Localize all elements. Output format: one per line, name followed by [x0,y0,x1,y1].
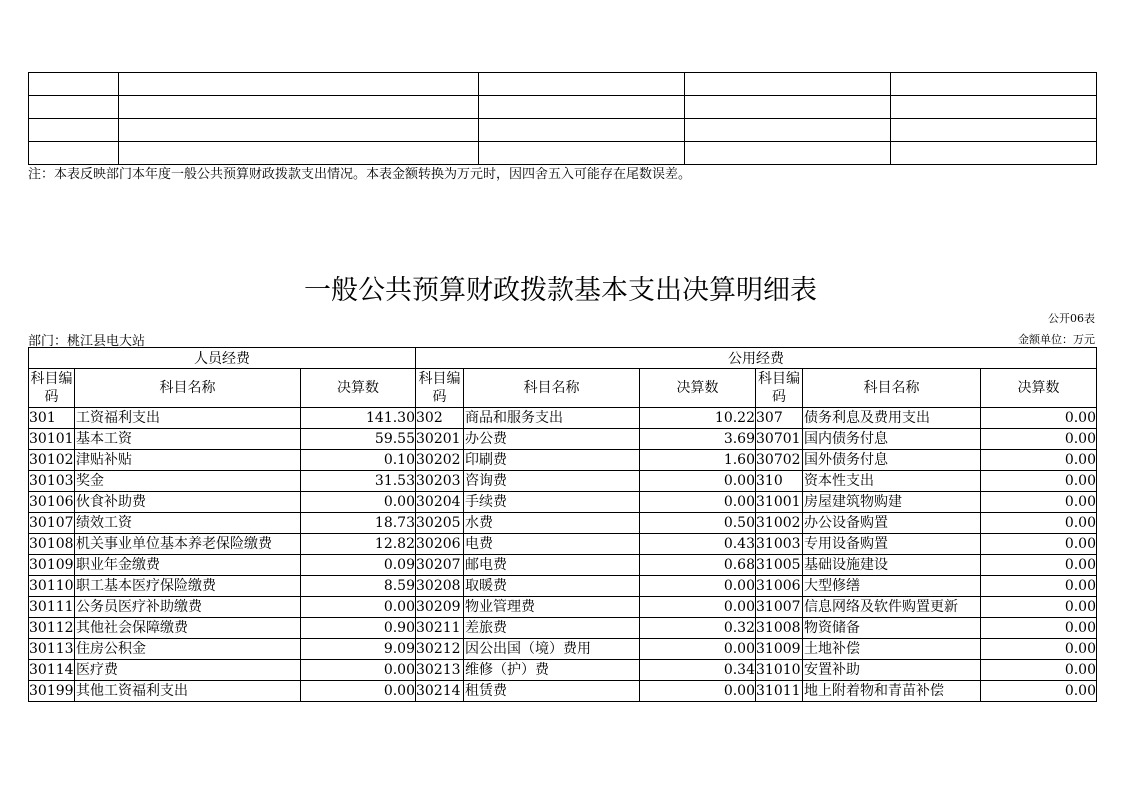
subject-code-cell: 30113 [29,639,75,660]
amount-cell: 0.34 [640,660,756,681]
amount-cell: 0.00 [981,660,1097,681]
subject-name-cell: 房屋建筑物购建 [803,492,981,513]
subject-code-cell: 30203 [416,471,464,492]
subject-name-cell: 基本工资 [75,429,301,450]
subject-code-cell: 30202 [416,450,464,471]
subject-name-cell: 医疗费 [75,660,301,681]
subject-code-cell: 30102 [29,450,75,471]
subject-code-cell: 307 [756,408,803,429]
subject-name-cell: 其他工资福利支出 [75,681,301,702]
amount-cell: 8.59 [301,576,416,597]
amount-cell: 141.30 [301,408,416,429]
subject-code-cell: 31008 [756,618,803,639]
subject-name-cell: 办公费 [464,429,640,450]
amount-cell: 0.00 [640,681,756,702]
amount-cell: 0.00 [981,681,1097,702]
amount-cell: 0.00 [981,597,1097,618]
amount-cell: 0.00 [981,576,1097,597]
subject-code-cell: 31003 [756,534,803,555]
subject-name-cell: 手续费 [464,492,640,513]
amount-cell: 0.00 [981,450,1097,471]
subject-name-cell: 公务员医疗补助缴费 [75,597,301,618]
subject-name-cell: 印刷费 [464,450,640,471]
subject-name-cell: 国内债务付息 [803,429,981,450]
subject-name-cell: 基础设施建设 [803,555,981,576]
subject-name-cell: 商品和服务支出 [464,408,640,429]
amount-cell: 59.55 [301,429,416,450]
subject-code-cell: 30204 [416,492,464,513]
subject-code-cell: 30211 [416,618,464,639]
table-row [29,660,1097,681]
table-row [29,429,1097,450]
subject-code-cell: 31002 [756,513,803,534]
subject-code-cell: 30207 [416,555,464,576]
subject-name-cell: 住房公积金 [75,639,301,660]
subject-name-cell: 咨询费 [464,471,640,492]
table-row [29,597,1097,618]
amount-cell: 0.50 [640,513,756,534]
amount-cell: 0.00 [640,639,756,660]
subject-name-cell: 绩效工资 [75,513,301,534]
table-row [29,681,1097,702]
subject-code-cell: 30108 [29,534,75,555]
subject-name-cell: 津贴补贴 [75,450,301,471]
subject-name-cell: 伙食补助费 [75,492,301,513]
subject-name-cell: 维修（护）费 [464,660,640,681]
amount-cell: 0.00 [981,534,1097,555]
amount-cell: 10.22 [640,408,756,429]
amount-cell: 18.73 [301,513,416,534]
amount-cell: 0.00 [301,660,416,681]
amount-cell: 0.00 [981,429,1097,450]
amount-cell: 0.00 [640,471,756,492]
subject-code-cell: 30701 [756,429,803,450]
amount-cell: 0.09 [301,555,416,576]
subject-name-cell: 其他社会保障缴费 [75,618,301,639]
empty-row [29,142,1097,165]
subject-code-cell: 31007 [756,597,803,618]
amount-cell: 0.00 [981,639,1097,660]
subject-code-cell: 30201 [416,429,464,450]
amount-cell: 9.09 [301,639,416,660]
subject-code-cell: 30103 [29,471,75,492]
subject-code-cell: 301 [29,408,75,429]
column-header-row [29,369,1097,408]
amount-cell: 0.90 [301,618,416,639]
table-row [29,576,1097,597]
code-header: 科目编码 [756,369,803,408]
subject-code-cell: 310 [756,471,803,492]
subject-code-cell: 30106 [29,492,75,513]
empty-row [29,96,1097,119]
group-personnel-header: 人员经费 [29,348,416,369]
subject-code-cell: 30112 [29,618,75,639]
group-header-row [29,348,1097,369]
subject-name-cell: 差旅费 [464,618,640,639]
table-row [29,450,1097,471]
subject-name-cell: 电费 [464,534,640,555]
subject-name-cell: 取暖费 [464,576,640,597]
subject-code-cell: 30110 [29,576,75,597]
amount-cell: 0.00 [301,492,416,513]
subject-name-cell: 因公出国（境）费用 [464,639,640,660]
previous-table-fragment [28,72,1097,165]
subject-name-cell: 安置补助 [803,660,981,681]
subject-code-cell: 30205 [416,513,464,534]
subject-name-cell: 职业年金缴费 [75,555,301,576]
amount-cell: 0.00 [301,597,416,618]
expenditure-detail-table [28,347,1097,702]
amount-cell: 0.43 [640,534,756,555]
subject-name-cell: 机关事业单位基本养老保险缴费 [75,534,301,555]
amount-cell: 0.68 [640,555,756,576]
subject-code-cell: 30114 [29,660,75,681]
subject-code-cell: 30109 [29,555,75,576]
table-row [29,492,1097,513]
amount-cell: 0.00 [981,471,1097,492]
subject-name-cell: 资本性支出 [803,471,981,492]
amount-cell: 0.00 [981,492,1097,513]
amount-cell: 31.53 [301,471,416,492]
subject-name-cell: 信息网络及软件购置更新 [803,597,981,618]
subject-name-cell: 职工基本医疗保险缴费 [75,576,301,597]
subject-code-cell: 30206 [416,534,464,555]
subject-code-cell: 31010 [756,660,803,681]
subject-name-cell: 土地补偿 [803,639,981,660]
subject-name-cell: 物资储备 [803,618,981,639]
subject-code-cell: 31005 [756,555,803,576]
amount-cell: 0.00 [640,597,756,618]
amount-cell: 0.10 [301,450,416,471]
group-public-header: 公用经费 [416,348,1097,369]
empty-row [29,119,1097,142]
code-header: 科目编码 [29,369,75,408]
subject-code-cell: 30213 [416,660,464,681]
amount-header: 决算数 [981,369,1097,408]
name-header: 科目名称 [464,369,640,408]
subject-name-cell: 工资福利支出 [75,408,301,429]
amount-cell: 12.82 [301,534,416,555]
amount-cell: 0.00 [301,681,416,702]
subject-name-cell: 大型修缮 [803,576,981,597]
name-header: 科目名称 [75,369,301,408]
subject-code-cell: 31011 [756,681,803,702]
page-title: 一般公共预算财政拨款基本支出决算明细表 [304,275,817,306]
table-row [29,618,1097,639]
table-row [29,534,1097,555]
amount-cell: 3.69 [640,429,756,450]
subject-name-cell: 专用设备购置 [803,534,981,555]
amount-header: 决算数 [640,369,756,408]
unit-label: 金额单位：万元 [1018,333,1095,346]
subject-code-cell: 30199 [29,681,75,702]
amount-cell: 0.00 [981,513,1097,534]
amount-header: 决算数 [301,369,416,408]
subject-code-cell: 30209 [416,597,464,618]
subject-name-cell: 债务利息及费用支出 [803,408,981,429]
subject-code-cell: 31001 [756,492,803,513]
subject-code-cell: 30212 [416,639,464,660]
subject-code-cell: 30702 [756,450,803,471]
subject-name-cell: 租赁费 [464,681,640,702]
table-row [29,555,1097,576]
table-row [29,471,1097,492]
form-code: 公开06表 [1048,312,1095,325]
subject-code-cell: 302 [416,408,464,429]
amount-cell: 0.00 [981,555,1097,576]
amount-cell: 0.00 [640,492,756,513]
table-row [29,513,1097,534]
table-row [29,639,1097,660]
table-note: 注：本表反映部门本年度一般公共预算财政拨款支出情况。本表金额转换为万元时，因四舍五入可能存在尾数误差。 [28,167,692,182]
subject-name-cell: 物业管理费 [464,597,640,618]
subject-name-cell: 奖金 [75,471,301,492]
subject-code-cell: 30208 [416,576,464,597]
amount-cell: 0.00 [981,408,1097,429]
code-header: 科目编码 [416,369,464,408]
amount-cell: 0.00 [640,576,756,597]
subject-code-cell: 30111 [29,597,75,618]
subject-name-cell: 邮电费 [464,555,640,576]
department-label: 部门：桃江县电大站 [28,334,146,349]
subject-name-cell: 办公设备购置 [803,513,981,534]
subject-code-cell: 30101 [29,429,75,450]
amount-cell: 0.32 [640,618,756,639]
subject-name-cell: 水费 [464,513,640,534]
subject-code-cell: 31009 [756,639,803,660]
subject-name-cell: 国外债务付息 [803,450,981,471]
subject-code-cell: 30107 [29,513,75,534]
empty-row [29,73,1097,96]
subject-code-cell: 31006 [756,576,803,597]
subject-code-cell: 30214 [416,681,464,702]
amount-cell: 1.60 [640,450,756,471]
subject-name-cell: 地上附着物和青苗补偿 [803,681,981,702]
name-header: 科目名称 [803,369,981,408]
table-row [29,408,1097,429]
amount-cell: 0.00 [981,618,1097,639]
